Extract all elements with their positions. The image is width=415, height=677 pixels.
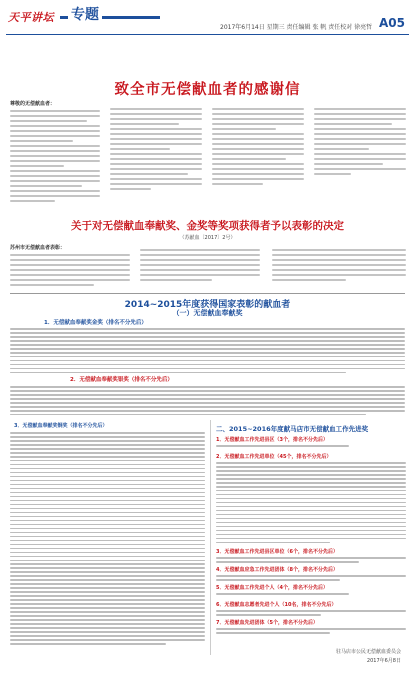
column-divider [210,420,211,655]
awards-intro-2 [140,249,260,284]
footer-org: 驻马店市公民无偿献血委员会 [335,649,401,655]
awards-doc-number: （苏献血〔2017〕2号） [179,235,236,241]
awards-intro-1 [10,244,130,289]
s2-list-3 [216,557,406,565]
s2-item-6: 6．无偿献血志愿者先进个人（10名，排名不分先后） [216,602,337,608]
s2-item-4: 4．无偿献血应急工作先进团体（8个，排名不分先后） [216,567,338,573]
page-number: A05 [379,16,405,30]
letter-column-3 [212,108,304,188]
page-title: 致全市无偿献血者的感谢信 [114,82,301,98]
section-divider [10,293,405,294]
gold-award-heading: 1．无偿献血奉献奖金奖（排名不分先后） [44,320,147,326]
letter-salutation: 尊敬的无偿献血者： [10,101,56,107]
s2-list-7 [216,628,406,636]
issue-line: 2017年6月14日 星期三 责任编辑 张 帆 责任校对 徐亮哲 [220,24,373,31]
silver-award-heading: 2．无偿献血奉献奖银奖（排名不分先后） [70,377,173,383]
s2-item-2: 2．无偿献血工作先进单位（45个，排名不分先后） [216,454,332,460]
bronze-award-names [10,432,205,647]
s2-item-1: 1．无偿献血工作先进县区（3个，排名不分先后） [216,437,328,443]
s2-item-7: 7．无偿献血先进团体（5个，排名不分先后） [216,620,318,626]
s2-list-5 [216,593,406,597]
silver-award-names [10,386,405,418]
letter-column-1 [10,100,100,205]
letter-column-2 [110,108,202,193]
newspaper-logo: 天平讲坛 [8,11,54,24]
section-1-heading: 2014~2015年度获得国家表彰的献血者 [124,300,291,310]
section-2-heading: 二、2015~2016年度献马店市无偿献血工作先进奖 [216,425,369,433]
footer-date: 2017年6月8日 [366,658,401,664]
s2-list-2 [216,462,406,546]
letter-column-4 [314,108,406,178]
bronze-award-heading: 3．无偿献血奉献奖铜奖（排名不分先后） [14,423,108,429]
awards-intro-heading: 苏州市无偿献血者表彰： [10,245,66,251]
s2-list-6 [216,610,406,618]
gold-award-names [10,328,405,376]
awards-headline: 关于对无偿献血奉献奖、金奖等奖项获得者予以表彰的决定 [71,220,344,232]
masthead [0,0,415,40]
s2-list-1 [216,445,406,449]
s2-item-5: 5．无偿献血工作先进个人（4个，排名不分先后） [216,585,328,591]
section-title: 专题 [68,4,102,24]
s2-list-4 [216,575,406,583]
awards-intro-3 [272,249,406,284]
top-rule [6,34,409,35]
section-1-subheading: （一）无偿献血奉献奖 [172,309,243,317]
s2-item-3: 3．无偿献血工作先进县区单位（6个，排名不分先后） [216,549,338,555]
